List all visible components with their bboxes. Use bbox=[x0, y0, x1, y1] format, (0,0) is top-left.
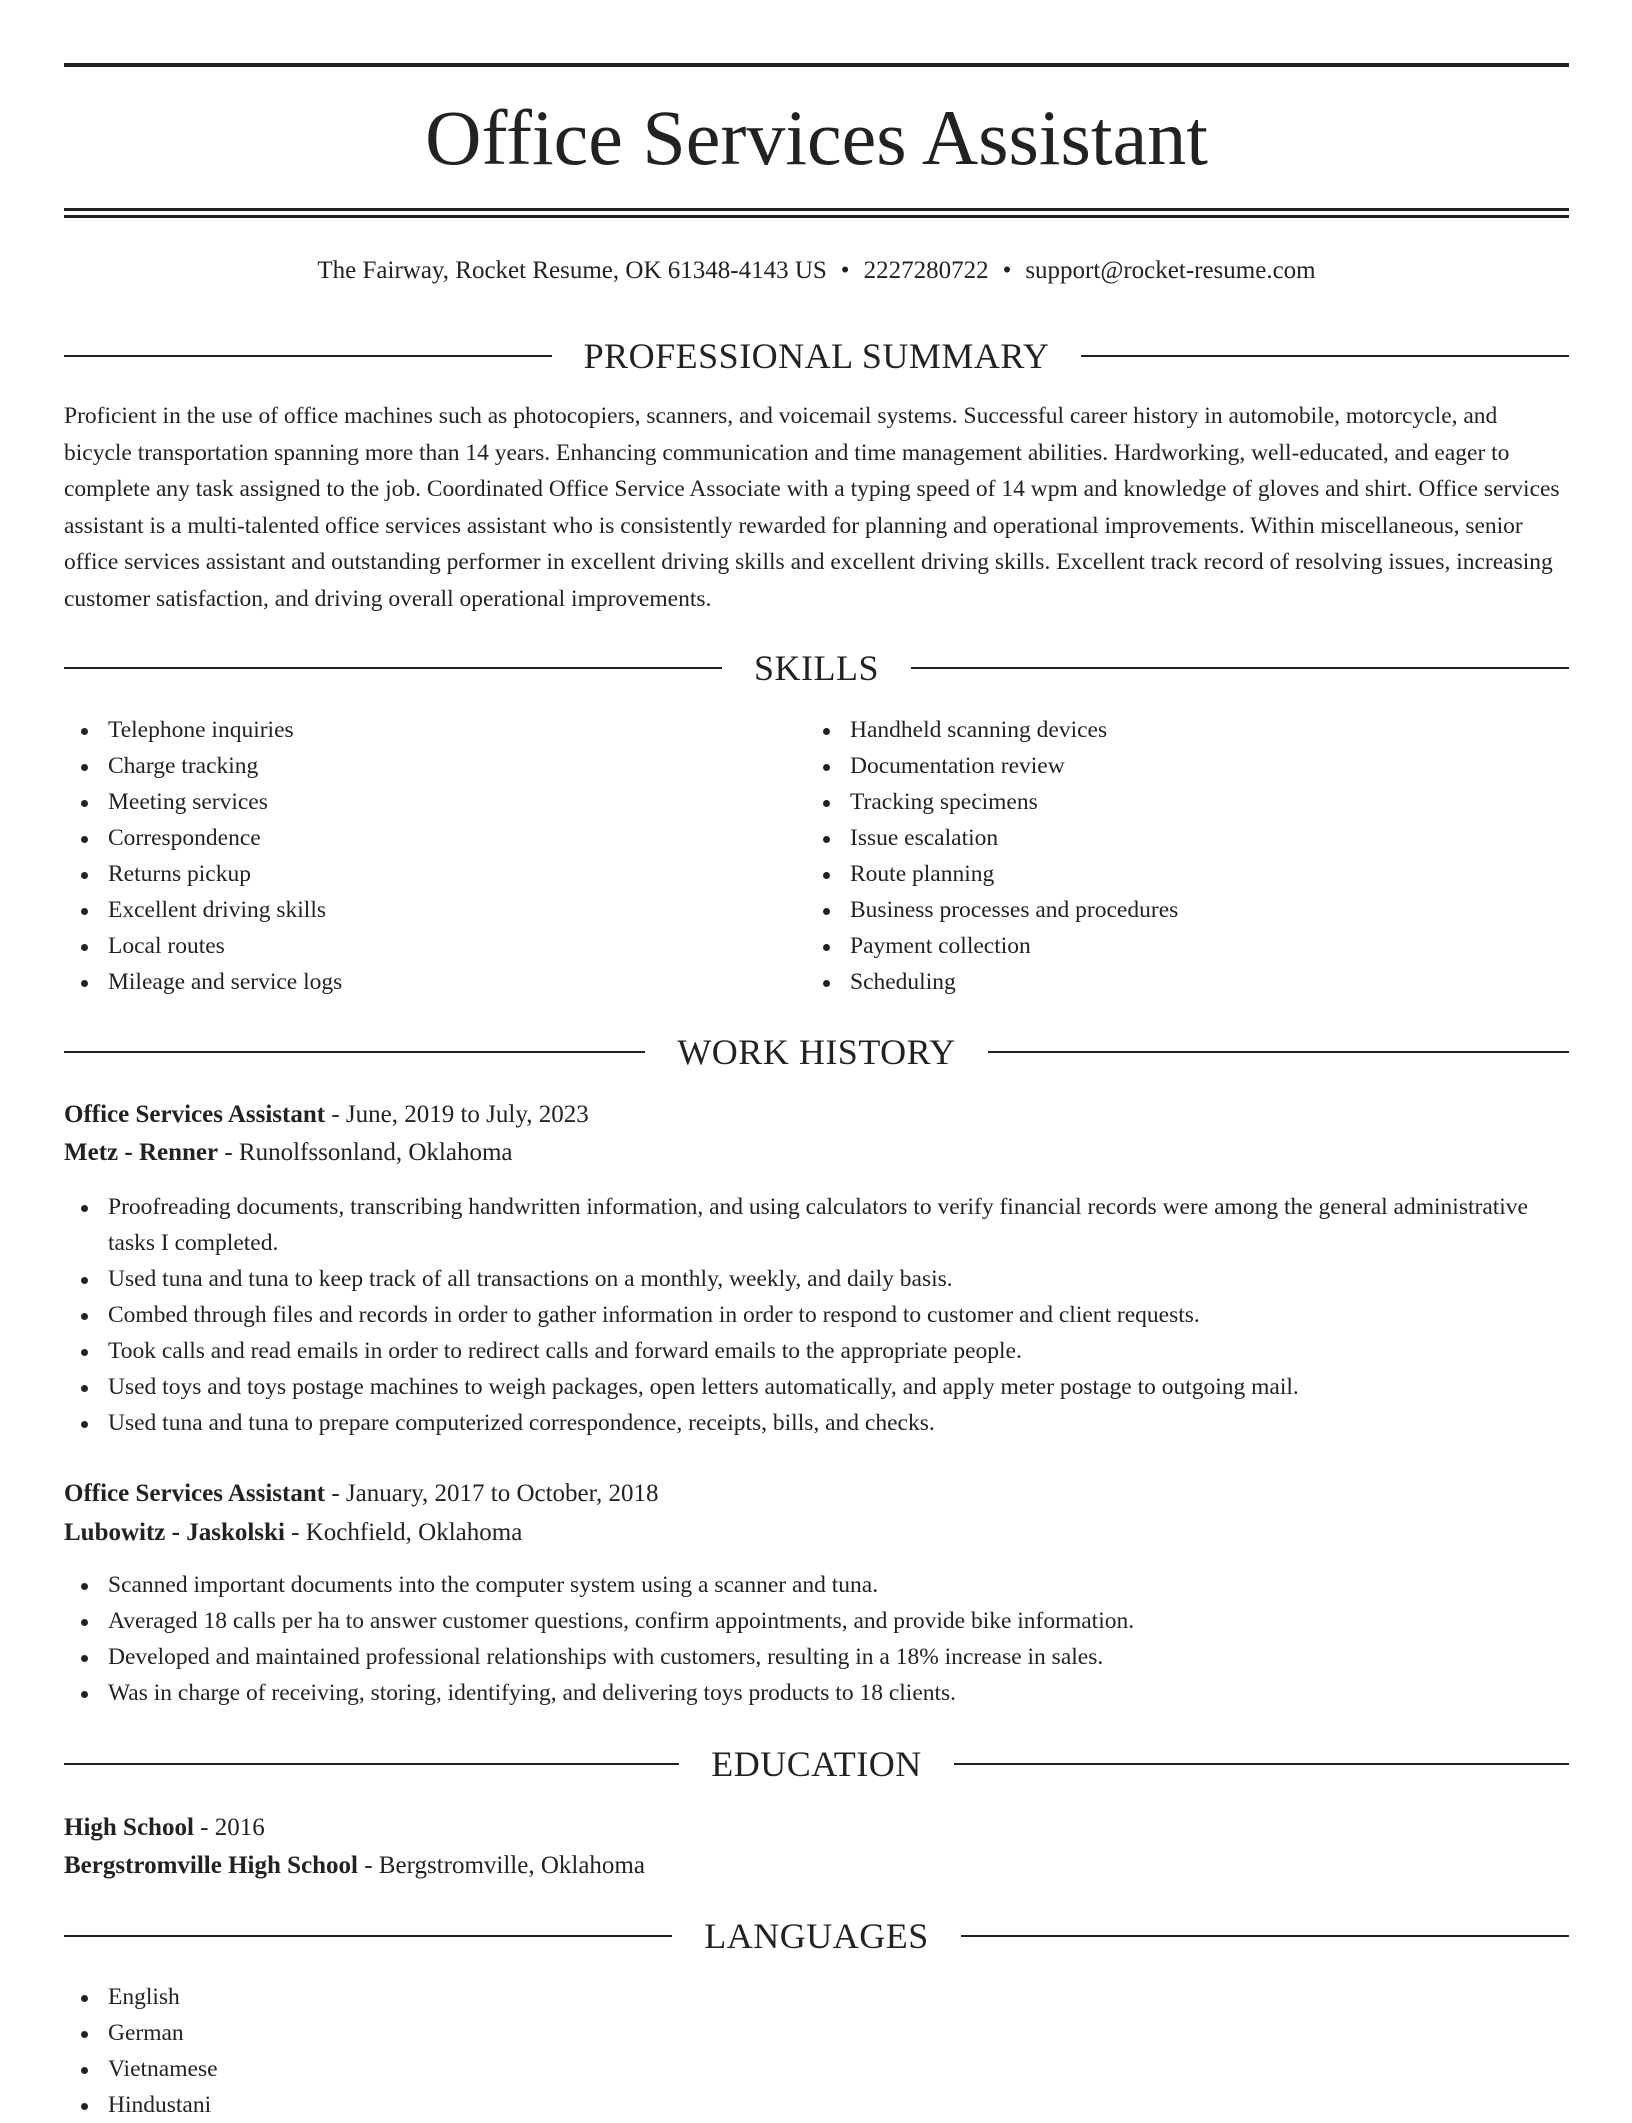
skill-item: Scheduling bbox=[850, 964, 1530, 1000]
skill-item: Excellent driving skills bbox=[108, 892, 788, 928]
skill-item: Correspondence bbox=[108, 820, 788, 856]
heading-rule bbox=[988, 1051, 1569, 1053]
education-school-line bbox=[64, 1847, 1569, 1885]
job-title: Office Services Assistant bbox=[64, 1101, 326, 1128]
job-bullet: Used tuna and tuna to prepare computerized correspondence, receipts, bills, and checks. bbox=[108, 1405, 1568, 1441]
skill-item: Documentation review bbox=[850, 748, 1530, 784]
skill-item: Route planning bbox=[850, 856, 1530, 892]
contact-separator: • bbox=[840, 257, 850, 284]
skills-heading bbox=[64, 646, 1569, 690]
education-heading-label: EDUCATION bbox=[711, 1744, 922, 1784]
job-bullets bbox=[108, 1189, 1568, 1441]
language-item: Vietnamese bbox=[108, 2051, 708, 2087]
heading-rule bbox=[1081, 355, 1569, 357]
heading-rule bbox=[64, 1763, 679, 1765]
summary-heading-label: PROFESSIONAL SUMMARY bbox=[583, 336, 1050, 376]
heading-rule bbox=[954, 1763, 1569, 1765]
job-title: Office Services Assistant bbox=[64, 1480, 326, 1507]
name-rule-lower bbox=[64, 215, 1569, 218]
job-bullet: Averaged 18 calls per ha to answer customer questions, confirm appointments, and provide bike information. bbox=[108, 1603, 1568, 1639]
job-bullet: Proofreading documents, transcribing handwritten information, and using calculators to verify financial records were among the general administrative tasks I completed. bbox=[108, 1189, 1568, 1261]
education-degree-line bbox=[64, 1809, 1569, 1847]
skills-list-right bbox=[850, 712, 1530, 1000]
skills-heading-label: SKILLS bbox=[754, 648, 880, 688]
education-school: Bergstromville High School bbox=[64, 1852, 358, 1879]
job-bullets bbox=[108, 1567, 1568, 1711]
heading-rule bbox=[961, 1935, 1569, 1937]
skill-item: Charge tracking bbox=[108, 748, 788, 784]
summary-heading bbox=[64, 334, 1569, 378]
skill-item: Payment collection bbox=[850, 928, 1530, 964]
contact-line bbox=[64, 253, 1569, 289]
skill-item: Mileage and service logs bbox=[108, 964, 788, 1000]
job-bullet: Scanned important documents into the computer system using a scanner and tuna. bbox=[108, 1567, 1568, 1603]
heading-rule bbox=[64, 1051, 645, 1053]
languages-heading-label: LANGUAGES bbox=[704, 1916, 929, 1956]
skill-item: Telephone inquiries bbox=[108, 712, 788, 748]
job-title-line bbox=[64, 1475, 1569, 1513]
job-company: Metz - Renner bbox=[64, 1139, 219, 1166]
education-location: - Bergstromville, Oklahoma bbox=[357, 1852, 645, 1879]
contact-phone: 2227280722 bbox=[863, 257, 989, 284]
contact-address: The Fairway, Rocket Resume, OK 61348-4143 US bbox=[317, 257, 827, 284]
language-item: German bbox=[108, 2015, 708, 2051]
work-heading-label: WORK HISTORY bbox=[677, 1032, 956, 1072]
job-bullet: Used toys and toys postage machines to weigh packages, open letters automatically, and apply meter postage to outgoing mail. bbox=[108, 1369, 1568, 1405]
job-title-line bbox=[64, 1096, 1569, 1134]
language-item: English bbox=[108, 1979, 708, 2015]
job-bullet: Used tuna and tuna to keep track of all transactions on a monthly, weekly, and daily basis. bbox=[108, 1261, 1568, 1297]
job-dates: - January, 2017 to October, 2018 bbox=[325, 1480, 659, 1507]
skill-item: Local routes bbox=[108, 928, 788, 964]
education-heading bbox=[64, 1742, 1569, 1786]
job-bullet: Developed and maintained professional relationships with customers, resulting in a 18% increase in sales. bbox=[108, 1639, 1568, 1675]
top-rule bbox=[64, 63, 1569, 67]
contact-separator: • bbox=[1002, 257, 1012, 284]
heading-rule bbox=[911, 667, 1569, 669]
job-company: Lubowitz - Jaskolski bbox=[64, 1519, 285, 1546]
skill-item: Tracking specimens bbox=[850, 784, 1530, 820]
skill-item: Issue escalation bbox=[850, 820, 1530, 856]
skills-list-left bbox=[108, 712, 788, 1000]
name-rule-upper bbox=[64, 208, 1569, 211]
skill-item: Handheld scanning devices bbox=[850, 712, 1530, 748]
heading-rule bbox=[64, 355, 552, 357]
skill-item: Returns pickup bbox=[108, 856, 788, 892]
language-item: Hindustani bbox=[108, 2087, 708, 2123]
contact-email: support@rocket-resume.com bbox=[1025, 257, 1316, 284]
languages-list bbox=[108, 1979, 708, 2123]
education-degree: High School bbox=[64, 1814, 194, 1841]
work-heading bbox=[64, 1030, 1569, 1074]
job-bullet: Took calls and read emails in order to redirect calls and forward emails to the appropriate people. bbox=[108, 1333, 1568, 1369]
job-location: - Runolfssonland, Oklahoma bbox=[218, 1139, 513, 1166]
job-company-line bbox=[64, 1134, 1569, 1172]
education-year: - 2016 bbox=[193, 1814, 265, 1841]
job-location: - Kochfield, Oklahoma bbox=[284, 1519, 523, 1546]
job-dates: - June, 2019 to July, 2023 bbox=[325, 1101, 589, 1128]
job-bullet: Combed through files and records in order to gather information in order to respond to customer and client requests. bbox=[108, 1297, 1568, 1333]
job-bullet: Was in charge of receiving, storing, identifying, and delivering toys products to 18 clients. bbox=[108, 1675, 1568, 1711]
languages-heading bbox=[64, 1914, 1569, 1958]
heading-rule bbox=[64, 1935, 672, 1937]
job-company-line bbox=[64, 1514, 1569, 1552]
resume-name: Office Services Assistant bbox=[425, 94, 1208, 181]
heading-rule bbox=[64, 667, 722, 669]
summary-text: Proficient in the use of office machines such as photocopiers, scanners, and voicemail systems. Successful career history in automobile, motorcycle, and bicycle transportation spanning more than 14 years. Enhancing communication and time management abilities. Hardworking, well-educated, and eager to complete any task assigned to the job. Coordinated Office Service Associate with a typing speed of 14 wpm and knowledge of gloves and shirt. Office services assistant is a multi-talented office services assistant who is consistently rewarded for planning and operational improvements. Within miscellaneous, senior office services assistant and outstanding performer in excellent driving skills and excellent driving skills. Excellent track record of resolving issues, increasing customer satisfaction, and driving overall operational improvements. bbox=[64, 403, 1560, 612]
skill-item: Business processes and procedures bbox=[850, 892, 1530, 928]
skill-item: Meeting services bbox=[108, 784, 788, 820]
